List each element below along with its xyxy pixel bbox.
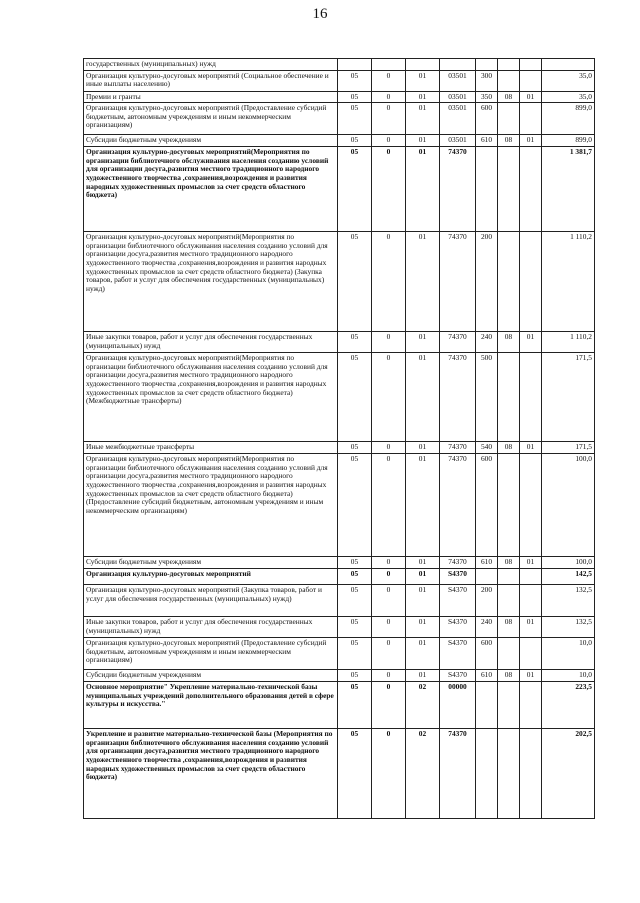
code-program: 01	[406, 670, 440, 682]
code-program: 01	[406, 353, 440, 442]
code-direction: 74370	[440, 454, 476, 557]
row-name: Субсидии бюджетным учреждениям	[84, 670, 338, 682]
code-department: 08	[498, 332, 520, 353]
code-direction: 03501	[440, 70, 476, 91]
code-expense-type: 200	[476, 232, 498, 332]
code-department	[498, 103, 520, 135]
row-name: Укрепление и развитие материально-технической базы (Мероприятия по организации библиотечного обслуживания населения созданию условий для организации досуга,развития местного традиционного народного художественного творчества ,сохранения,возрождения и развития народных художественных промыслов за счет средств областного бюджета)	[84, 729, 338, 819]
amount-cell: 202,5	[542, 729, 595, 819]
code-subdepartment	[520, 569, 542, 585]
amount-cell: 10,0	[542, 670, 595, 682]
code-department	[498, 353, 520, 442]
table-row	[84, 585, 595, 617]
amount-cell: 132,5	[542, 585, 595, 617]
code-section: 05	[338, 135, 372, 147]
row-name: Субсидии бюджетным учреждениям	[84, 135, 338, 147]
code-section: 05	[338, 670, 372, 682]
table-row	[84, 682, 595, 729]
table-row	[84, 70, 595, 91]
amount-cell: 35,0	[542, 91, 595, 103]
code-subdepartment: 01	[520, 617, 542, 638]
code-program: 01	[406, 232, 440, 332]
code-subdepartment	[520, 454, 542, 557]
code-program: 01	[406, 557, 440, 569]
amount-cell	[542, 59, 595, 71]
code-subsection: 0	[372, 91, 406, 103]
code-expense-type	[476, 569, 498, 585]
table-row	[84, 91, 595, 103]
code-expense-type: 600	[476, 103, 498, 135]
table-row	[84, 557, 595, 569]
code-section: 05	[338, 353, 372, 442]
code-expense-type: 610	[476, 557, 498, 569]
table-row	[84, 454, 595, 557]
table-row	[84, 59, 595, 71]
amount-cell: 171,5	[542, 353, 595, 442]
code-subdepartment	[520, 585, 542, 617]
code-department: 08	[498, 91, 520, 103]
code-program: 02	[406, 682, 440, 729]
code-section: 05	[338, 442, 372, 454]
code-direction: 74370	[440, 232, 476, 332]
code-section: 05	[338, 638, 372, 670]
code-department	[498, 585, 520, 617]
code-expense-type	[476, 147, 498, 232]
code-subsection: 0	[372, 670, 406, 682]
row-name: Организация культурно-досуговых мероприятий(Мероприятия по организации библиотечного обслуживания населения созданию условий для организации досуга,развития местного традиционного народного художественного творчества ,сохранения,возрождения и развития народных художественных промыслов за счет средств областного бюджета)	[84, 147, 338, 232]
code-direction: S4370	[440, 638, 476, 670]
code-department	[498, 638, 520, 670]
row-name: государственных (муниципальных) нужд	[84, 59, 338, 71]
budget-table	[83, 58, 595, 819]
code-department	[498, 147, 520, 232]
amount-cell: 1 381,7	[542, 147, 595, 232]
code-department: 08	[498, 617, 520, 638]
row-name: Субсидии бюджетным учреждениям	[84, 557, 338, 569]
code-direction	[440, 59, 476, 71]
amount-cell: 223,5	[542, 682, 595, 729]
code-subsection: 0	[372, 638, 406, 670]
code-section	[338, 59, 372, 71]
code-department	[498, 70, 520, 91]
row-name: Организация культурно-досуговых мероприятий (Предоставление субсидий бюджетным, автономным учреждениям и иным некоммерческим организациям)	[84, 103, 338, 135]
code-expense-type: 600	[476, 454, 498, 557]
table-row	[84, 332, 595, 353]
code-direction: S4370	[440, 569, 476, 585]
table-row	[84, 103, 595, 135]
code-expense-type: 240	[476, 332, 498, 353]
code-department: 08	[498, 670, 520, 682]
code-subsection: 0	[372, 103, 406, 135]
row-name: Основное мероприятие" Укрепление материально-технической базы муниципальных учреждений дополнительного образования детей в сфере культуры и искусства."	[84, 682, 338, 729]
code-department	[498, 569, 520, 585]
row-name: Иные закупки товаров, работ и услуг для обеспечения государственных (муниципальных) нужд	[84, 332, 338, 353]
table-body	[84, 59, 595, 819]
code-program: 01	[406, 638, 440, 670]
code-direction: 74370	[440, 557, 476, 569]
code-section: 05	[338, 103, 372, 135]
code-direction: 03501	[440, 135, 476, 147]
code-program: 01	[406, 332, 440, 353]
code-subsection: 0	[372, 232, 406, 332]
code-section: 05	[338, 454, 372, 557]
row-name: Организация культурно-досуговых мероприятий (Закупка товаров, работ и услуг для обеспечения государственных (муниципальных) нужд)	[84, 585, 338, 617]
code-subsection	[372, 59, 406, 71]
row-name: Организация культурно-досуговых мероприятий	[84, 569, 338, 585]
amount-cell: 1 110,2	[542, 232, 595, 332]
table-row	[84, 232, 595, 332]
code-expense-type: 200	[476, 585, 498, 617]
code-direction: S4370	[440, 585, 476, 617]
row-name: Иные закупки товаров, работ и услуг для обеспечения государственных (муниципальных) нужд	[84, 617, 338, 638]
code-subdepartment	[520, 147, 542, 232]
code-subdepartment: 01	[520, 670, 542, 682]
code-subdepartment: 01	[520, 332, 542, 353]
code-direction: 74370	[440, 147, 476, 232]
code-section: 05	[338, 557, 372, 569]
code-department	[498, 59, 520, 71]
code-subdepartment	[520, 59, 542, 71]
code-expense-type: 300	[476, 70, 498, 91]
table-row	[84, 638, 595, 670]
table-row	[84, 729, 595, 819]
code-program: 01	[406, 454, 440, 557]
code-direction: 74370	[440, 332, 476, 353]
code-direction: 74370	[440, 729, 476, 819]
code-subdepartment	[520, 729, 542, 819]
code-program: 01	[406, 617, 440, 638]
code-subsection: 0	[372, 682, 406, 729]
code-subsection: 0	[372, 617, 406, 638]
code-program: 02	[406, 729, 440, 819]
code-subdepartment	[520, 70, 542, 91]
table-row	[84, 442, 595, 454]
code-program	[406, 59, 440, 71]
code-subsection: 0	[372, 729, 406, 819]
table-row	[84, 353, 595, 442]
amount-cell: 100,0	[542, 557, 595, 569]
table-row	[84, 670, 595, 682]
table-row	[84, 617, 595, 638]
code-subsection: 0	[372, 585, 406, 617]
code-department	[498, 682, 520, 729]
code-section: 05	[338, 585, 372, 617]
code-subdepartment: 01	[520, 557, 542, 569]
code-program: 01	[406, 147, 440, 232]
code-section: 05	[338, 70, 372, 91]
code-section: 05	[338, 232, 372, 332]
amount-cell: 10,0	[542, 638, 595, 670]
code-program: 01	[406, 91, 440, 103]
code-expense-type: 240	[476, 617, 498, 638]
amount-cell: 899,0	[542, 103, 595, 135]
code-direction: S4370	[440, 670, 476, 682]
code-subdepartment	[520, 638, 542, 670]
code-subsection: 0	[372, 135, 406, 147]
code-department: 08	[498, 135, 520, 147]
code-section: 05	[338, 617, 372, 638]
code-subsection: 0	[372, 147, 406, 232]
code-subsection: 0	[372, 353, 406, 442]
amount-cell: 899,0	[542, 135, 595, 147]
row-name: Иные межбюджетные трансферты	[84, 442, 338, 454]
code-direction: 74370	[440, 442, 476, 454]
code-subdepartment	[520, 232, 542, 332]
code-department: 08	[498, 442, 520, 454]
code-program: 01	[406, 569, 440, 585]
amount-cell: 35,0	[542, 70, 595, 91]
row-name: Организация культурно-досуговых мероприятий(Мероприятия по организации библиотечного обслуживания населения созданию условий для организации досуга,развития местного традиционного народного художественного творчества ,сохранения,возрождения и развития народных художественных промыслов за счет средств областного бюджета) (Закупка товаров, работ и услуг для обеспечения государственных (муниципальных) нужд)	[84, 232, 338, 332]
code-expense-type: 610	[476, 135, 498, 147]
code-direction: 03501	[440, 103, 476, 135]
amount-cell: 171,5	[542, 442, 595, 454]
code-direction: 74370	[440, 353, 476, 442]
code-section: 05	[338, 332, 372, 353]
code-subsection: 0	[372, 442, 406, 454]
code-program: 01	[406, 585, 440, 617]
amount-cell: 1 110,2	[542, 332, 595, 353]
code-department: 08	[498, 557, 520, 569]
code-expense-type: 350	[476, 91, 498, 103]
page-number: 16	[312, 6, 328, 22]
code-section: 05	[338, 147, 372, 232]
code-subdepartment: 01	[520, 135, 542, 147]
code-subdepartment: 01	[520, 91, 542, 103]
code-subsection: 0	[372, 569, 406, 585]
code-subdepartment	[520, 103, 542, 135]
row-name: Организация культурно-досуговых мероприятий (Предоставление субсидий бюджетным, автономным учреждениям и иным некоммерческим организациям)	[84, 638, 338, 670]
code-department	[498, 232, 520, 332]
code-expense-type: 600	[476, 638, 498, 670]
code-subsection: 0	[372, 454, 406, 557]
code-expense-type	[476, 682, 498, 729]
row-name: Организация культурно-досуговых мероприятий(Мероприятия по организации библиотечного обслуживания населения созданию условий для организации досуга,развития местного традиционного народного художественного творчества ,сохранения,возрождения и развития народных художественных промыслов за счет средств областного бюджета) (Предоставление субсидий бюджетным, автономным учреждениям и иным некоммерческим организациям)	[84, 454, 338, 557]
code-direction: S4370	[440, 617, 476, 638]
code-program: 01	[406, 135, 440, 147]
amount-cell: 132,5	[542, 617, 595, 638]
amount-cell: 100,0	[542, 454, 595, 557]
row-name: Организация культурно-досуговых мероприятий(Мероприятия по организации библиотечного обслуживания населения созданию условий для организации досуга,развития местного традиционного народного художественного творчества ,сохранения,возрождения и развития народных художественных промыслов за счет средств областного бюджета) (Межбюджетные трансферты)	[84, 353, 338, 442]
table-row	[84, 569, 595, 585]
code-expense-type: 540	[476, 442, 498, 454]
code-expense-type	[476, 729, 498, 819]
code-direction: 00000	[440, 682, 476, 729]
code-expense-type: 610	[476, 670, 498, 682]
row-name: Премии и гранты	[84, 91, 338, 103]
code-program: 01	[406, 70, 440, 91]
code-department	[498, 729, 520, 819]
code-subsection: 0	[372, 70, 406, 91]
code-subdepartment	[520, 682, 542, 729]
code-department	[498, 454, 520, 557]
code-subdepartment	[520, 353, 542, 442]
code-expense-type	[476, 59, 498, 71]
code-subsection: 0	[372, 332, 406, 353]
amount-cell: 142,5	[542, 569, 595, 585]
table-row	[84, 135, 595, 147]
code-direction: 03501	[440, 91, 476, 103]
code-subdepartment: 01	[520, 442, 542, 454]
code-section: 05	[338, 729, 372, 819]
table-row	[84, 147, 595, 232]
code-expense-type: 500	[476, 353, 498, 442]
code-program: 01	[406, 103, 440, 135]
code-program: 01	[406, 442, 440, 454]
code-subsection: 0	[372, 557, 406, 569]
code-section: 05	[338, 682, 372, 729]
code-section: 05	[338, 569, 372, 585]
row-name: Организация культурно-досуговых мероприятий (Социальное обеспечение и иные выплаты населению)	[84, 70, 338, 91]
code-section: 05	[338, 91, 372, 103]
